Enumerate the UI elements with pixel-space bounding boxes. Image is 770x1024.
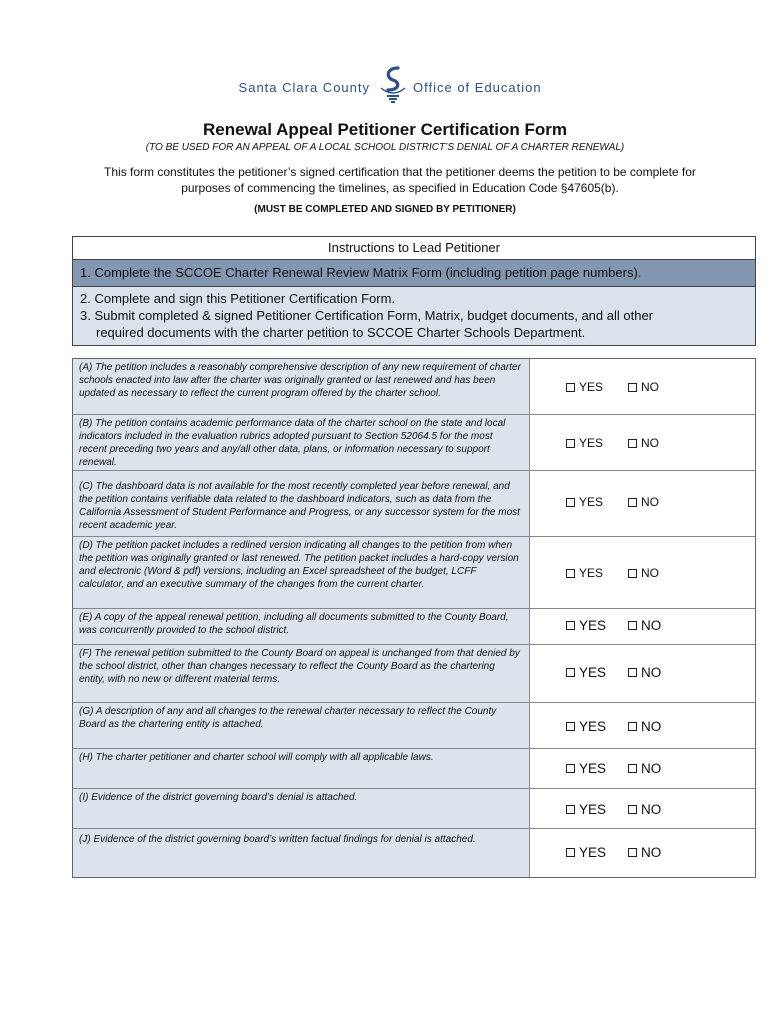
item-j-options xyxy=(530,829,755,877)
matrix-row-h xyxy=(73,749,755,789)
instruction-step-2: 2. Complete and sign this Petitioner Certification Form. xyxy=(80,291,396,306)
checkbox-icon xyxy=(566,569,575,578)
instructions-heading: Instructions to Lead Petitioner xyxy=(73,237,755,260)
checkbox-icon xyxy=(628,848,637,857)
yes-label: YES xyxy=(579,761,607,776)
checkbox-icon xyxy=(566,722,575,731)
item-g-yes-checkbox[interactable] xyxy=(566,719,606,734)
must-complete-note: (MUST BE COMPLETED AND SIGNED BY PETITIONER) xyxy=(254,204,516,215)
checkbox-icon xyxy=(566,498,575,507)
item-e-options xyxy=(530,609,755,644)
item-g-text: (G) A description of any and all changes to the renewal charter necessary to reflect the County Board as the chartering entity is attached. xyxy=(73,703,530,748)
item-d-no-checkbox[interactable] xyxy=(628,566,659,580)
yes-label: YES xyxy=(579,566,604,580)
org-name-right: Office of Education xyxy=(413,80,542,95)
instruction-step-1: 1. Complete the SCCOE Charter Renewal Review Matrix Form (including petition page numbers). xyxy=(73,260,755,287)
no-label: NO xyxy=(641,665,662,680)
checkbox-icon xyxy=(566,621,575,630)
item-j-no-checkbox[interactable] xyxy=(628,845,661,860)
checkbox-icon xyxy=(628,668,637,677)
checkbox-icon xyxy=(628,764,637,773)
form-subtitle: (TO BE USED FOR AN APPEAL OF A LOCAL SCHOOL DISTRICT’S DENIAL OF A CHARTER RENEWAL) xyxy=(145,142,625,153)
item-c-no-checkbox[interactable] xyxy=(628,495,659,509)
item-b-no-checkbox[interactable] xyxy=(628,436,659,450)
item-i-no-checkbox[interactable] xyxy=(628,802,661,817)
yes-label: YES xyxy=(579,845,607,860)
matrix-row-j xyxy=(73,829,755,877)
item-b-text: (B) The petition contains academic performance data of the charter school on the state and local indicators included in the evaluation rubrics adopted pursuant to Section 52064.5 for the most recent preceding two years and any/all other data, plans, or information necessary to support renewal. xyxy=(73,415,530,470)
no-label: NO xyxy=(641,719,662,734)
yes-label: YES xyxy=(579,802,607,817)
item-h-no-checkbox[interactable] xyxy=(628,761,661,776)
item-h-options xyxy=(530,749,755,788)
certification-matrix xyxy=(72,358,756,878)
yes-label: YES xyxy=(579,719,607,734)
checkbox-icon xyxy=(566,383,575,392)
item-f-options xyxy=(530,645,755,702)
org-name-left: Santa Clara County xyxy=(238,80,370,95)
checkbox-icon xyxy=(566,805,575,814)
item-f-text: (F) The renewal petition submitted to the County Board on appeal is unchanged from that denied by the school district, other than changes necessary to reflect the County Board as the chartering entity, with no new or different material terms. xyxy=(73,645,530,702)
item-j-yes-checkbox[interactable] xyxy=(566,845,606,860)
matrix-row-d xyxy=(73,537,755,609)
matrix-row-a xyxy=(73,359,755,415)
item-e-text: (E) A copy of the appeal renewal petition, including all documents submitted to the County Board, was concurrently provided to the school district. xyxy=(73,609,530,644)
checkbox-icon xyxy=(628,498,637,507)
item-e-yes-checkbox[interactable] xyxy=(566,618,606,633)
yes-label: YES xyxy=(579,665,607,680)
no-label: NO xyxy=(641,618,662,633)
yes-label: YES xyxy=(579,495,604,509)
item-e-no-checkbox[interactable] xyxy=(628,618,661,633)
checkbox-icon xyxy=(566,668,575,677)
item-c-yes-checkbox[interactable] xyxy=(566,495,603,509)
instruction-steps-2-3 xyxy=(73,287,755,345)
item-f-yes-checkbox[interactable] xyxy=(566,665,606,680)
checkbox-icon xyxy=(628,439,637,448)
intro-paragraph: This form constitutes the petitioner’s signed certification that the petitioner deems the petition to be complete for purposes of commencing the timelines, as specified in Education Code §47605(b). xyxy=(104,165,696,195)
checkbox-icon xyxy=(566,764,575,773)
no-label: NO xyxy=(641,436,659,450)
no-label: NO xyxy=(641,380,659,394)
item-h-yes-checkbox[interactable] xyxy=(566,761,606,776)
item-a-yes-checkbox[interactable] xyxy=(566,380,603,394)
item-c-text: (C) The dashboard data is not available for the most recently completed year before renewal, and the petition contains verifiable data related to the dashboard indicators, such as data from the California Assessment of Student Performance and Progress, or any successor system for the most recent academic year. xyxy=(73,471,530,536)
item-f-no-checkbox[interactable] xyxy=(628,665,661,680)
item-c-options xyxy=(530,471,755,536)
item-j-text: (J) Evidence of the district governing board’s written factual findings for denial is attached. xyxy=(73,829,530,877)
item-i-yes-checkbox[interactable] xyxy=(566,802,606,817)
org-logo-header xyxy=(0,64,770,104)
item-b-options xyxy=(530,415,755,470)
item-d-options xyxy=(530,537,755,608)
checkbox-icon xyxy=(628,569,637,578)
item-b-yes-checkbox[interactable] xyxy=(566,436,603,450)
item-i-text: (I) Evidence of the district governing board’s denial is attached. xyxy=(73,789,530,828)
instructions-table xyxy=(72,236,756,346)
no-label: NO xyxy=(641,566,659,580)
form-title: Renewal Appeal Petitioner Certification Form xyxy=(203,120,567,139)
checkbox-icon xyxy=(566,848,575,857)
instruction-step-3-line-1: 3. Submit completed & signed Petitioner Certification Form, Matrix, budget documents, and all other xyxy=(80,308,654,323)
instruction-step-3-line-2: required documents with the charter petition to SCCOE Charter Schools Department. xyxy=(96,325,586,340)
no-label: NO xyxy=(641,845,662,860)
item-g-options xyxy=(530,703,755,748)
matrix-row-f xyxy=(73,645,755,703)
matrix-row-g xyxy=(73,703,755,749)
sccoe-logo-icon xyxy=(376,64,410,104)
matrix-row-e xyxy=(73,609,755,645)
checkbox-icon xyxy=(628,805,637,814)
no-label: NO xyxy=(641,802,662,817)
item-g-no-checkbox[interactable] xyxy=(628,719,661,734)
yes-label: YES xyxy=(579,380,604,394)
item-a-text: (A) The petition includes a reasonably comprehensive description of any new requirement of charter schools enacted into law after the charter was originally granted or last renewed and has been updated as necessary to reflect the current program offered by the charter school. xyxy=(73,359,530,414)
no-label: NO xyxy=(641,761,662,776)
item-i-options xyxy=(530,789,755,828)
item-a-no-checkbox[interactable] xyxy=(628,380,659,394)
no-label: NO xyxy=(641,495,659,509)
matrix-row-b xyxy=(73,415,755,471)
yes-label: YES xyxy=(579,436,604,450)
checkbox-icon xyxy=(566,439,575,448)
item-a-options xyxy=(530,359,755,414)
checkbox-icon xyxy=(628,383,637,392)
item-d-yes-checkbox[interactable] xyxy=(566,566,603,580)
matrix-row-i xyxy=(73,789,755,829)
item-h-text: (H) The charter petitioner and charter school will comply with all applicable laws. xyxy=(73,749,530,788)
item-d-text: (D) The petition packet includes a redlined version indicating all changes to the petition from when the petition was originally granted or last renewed. The petition packet includes a hard-copy version and electronic (Word & pdf) versions, including an Excel spreadsheet of the budget, LCFF calculator, and an executive summary of the changes from the current charter. xyxy=(73,537,530,608)
checkbox-icon xyxy=(628,621,637,630)
checkbox-icon xyxy=(628,722,637,731)
matrix-row-c xyxy=(73,471,755,537)
yes-label: YES xyxy=(579,618,607,633)
